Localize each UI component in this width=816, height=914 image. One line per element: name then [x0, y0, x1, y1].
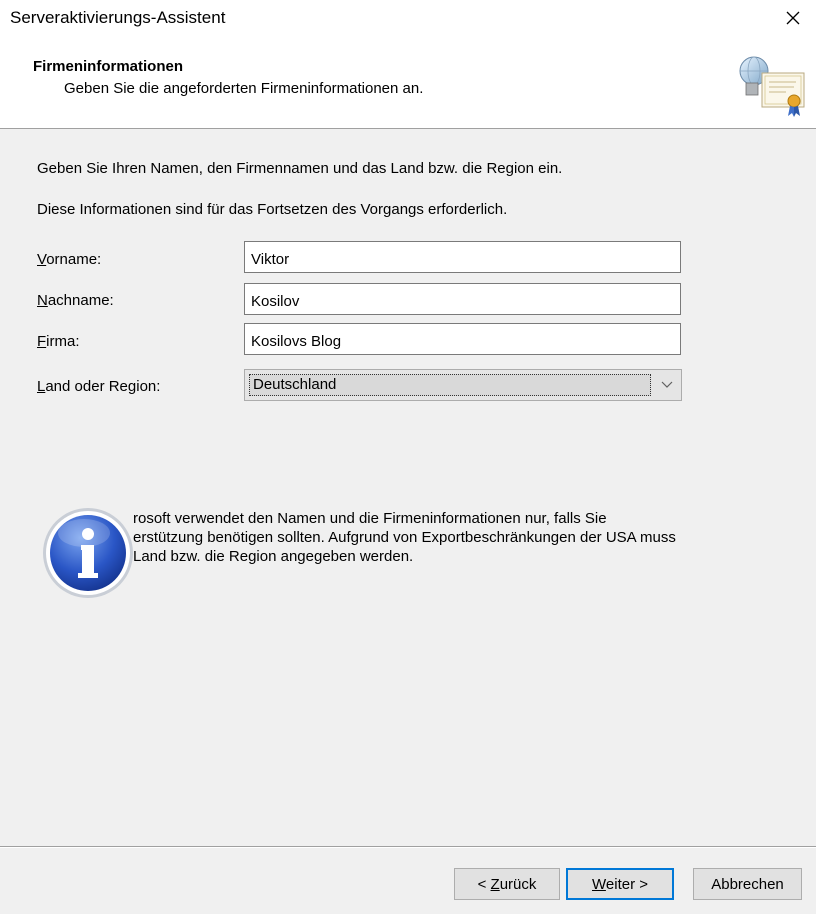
last-name-label: Nachname: — [37, 292, 114, 309]
footer-divider — [0, 846, 816, 848]
dropdown-button[interactable] — [653, 370, 681, 400]
certificate-icon — [736, 49, 808, 121]
country-select[interactable] — [244, 369, 682, 401]
back-button[interactable] — [454, 868, 560, 900]
back-button-label: < Zurück — [477, 875, 537, 893]
cancel-button[interactable] — [693, 868, 802, 900]
close-button[interactable] — [770, 0, 816, 36]
wizard-header — [0, 40, 816, 129]
info-line-1: rosoft verwendet den Namen und die Firmeninformationen nur, falls Sie — [133, 510, 607, 527]
company-field[interactable] — [244, 323, 681, 355]
info-line-3: Land bzw. die Region angegeben werden. — [133, 548, 414, 565]
page-subtitle: Geben Sie die angeforderten Firmeninformationen an. — [64, 80, 424, 97]
intro-line-1: Geben Sie Ihren Namen, den Firmennamen und das Land bzw. die Region ein. — [37, 160, 563, 177]
title-bar — [0, 0, 816, 40]
next-button-label: Weiter > — [592, 875, 648, 893]
close-icon — [785, 10, 801, 26]
intro-line-2: Diese Informationen sind für das Fortsetzen des Vorgangs erforderlich. — [37, 201, 508, 218]
chevron-down-icon — [661, 381, 673, 389]
first-name-label: Vorname: — [37, 251, 102, 268]
next-button[interactable] — [566, 868, 674, 900]
window-title: Serveraktivierungs-Assistent — [10, 8, 226, 27]
country-selected-value: Deutschland — [249, 374, 651, 396]
info-line-2: erstützung benötigen sollten. Aufgrund von Exportbeschränkungen der USA muss — [133, 529, 676, 546]
company-label: Firma: — [37, 333, 80, 350]
page-title: Firmeninformationen — [33, 58, 184, 75]
cancel-button-label: Abbrechen — [711, 875, 784, 893]
info-message — [133, 509, 753, 566]
last-name-field[interactable] — [244, 283, 681, 315]
first-name-field[interactable] — [244, 241, 681, 273]
info-icon — [40, 505, 136, 601]
country-label: Land oder Region: — [37, 378, 161, 395]
